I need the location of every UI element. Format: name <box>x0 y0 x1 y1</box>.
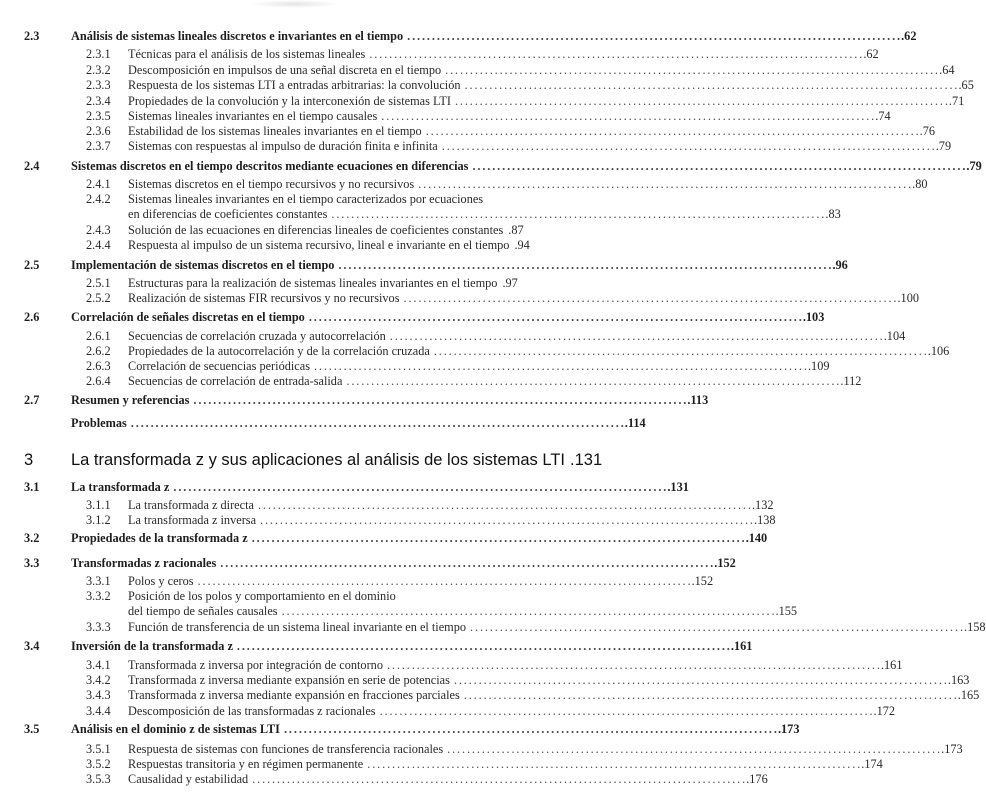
entry-title: La transformada z y sus aplicaciones al análisis de los sistemas LTI <box>71 451 566 469</box>
dot-leader <box>331 207 824 222</box>
toc-section <box>0 531 768 546</box>
entry-body <box>71 258 848 273</box>
entry-number: 3.4 <box>24 639 40 653</box>
toc-entry-continuation <box>0 604 798 619</box>
entry-title: Inversión de la transformada z <box>71 639 233 653</box>
entry-number: 3.5.2 <box>86 757 111 771</box>
entry-body <box>128 329 906 344</box>
toc-subsection <box>0 673 970 688</box>
entry-body <box>128 63 955 78</box>
toc-subsection <box>0 574 714 589</box>
dot-leader <box>447 742 940 757</box>
entry-title: Resumen y referencias <box>71 393 190 407</box>
entry-title: Sistemas lineales invariantes en el tiempo causales <box>128 109 378 123</box>
entry-body <box>128 78 974 93</box>
entry-number: 2.7 <box>24 393 40 407</box>
entry-number: 3.1.2 <box>86 513 111 527</box>
entry-title: del tiempo de señales causales <box>128 604 278 618</box>
entry-body <box>128 658 903 673</box>
entry-body <box>71 450 603 470</box>
entry-number: 2.6.4 <box>86 374 111 388</box>
toc-subsection <box>0 498 774 513</box>
dot-leader <box>454 673 947 688</box>
page-number: .132 <box>751 498 774 512</box>
entry-number: 2.3.2 <box>86 63 111 77</box>
entry-title: Propiedades de la transformada z <box>71 531 248 545</box>
entry-title: Análisis en el dominio z de sistemas LTI <box>71 722 280 736</box>
entry-title: La transformada z <box>71 480 170 494</box>
entry-body <box>128 344 950 359</box>
page-number: .79 <box>966 159 982 173</box>
toc-subsection <box>0 772 768 787</box>
dot-leader <box>387 658 880 673</box>
entry-title: Realización de sistemas FIR recursivos y no recursivos <box>128 291 400 305</box>
toc-subsection <box>0 359 830 374</box>
toc-subsection <box>0 47 879 62</box>
entry-title: Respuesta de los sistemas LTI a entradas arbitrarias: la convolución <box>128 78 461 92</box>
entry-number: 2.3.1 <box>86 47 111 61</box>
entry-number: 2.5 <box>24 258 40 272</box>
entry-body <box>71 159 982 174</box>
dot-leader <box>381 109 874 124</box>
dot-leader <box>282 604 775 619</box>
entry-number: 3.3.2 <box>86 589 111 603</box>
dot-leader <box>442 139 935 154</box>
entry-title: Correlación de señales discretas en el tiempo <box>71 310 305 324</box>
dot-leader <box>338 258 831 273</box>
dot-leader <box>404 291 897 306</box>
toc-subsection <box>0 109 891 124</box>
page-number: .106 <box>927 344 950 358</box>
entry-title: Propiedades de la autocorrelación y de la correlación cruzada <box>128 344 430 358</box>
entry-number: 2.6 <box>24 310 40 324</box>
page-number: .112 <box>840 374 862 388</box>
page-number: .138 <box>754 513 776 527</box>
entry-number: 2.4.3 <box>86 223 111 237</box>
page-number: .176 <box>746 772 768 786</box>
toc-subsection <box>0 177 928 192</box>
dot-leader <box>369 47 862 62</box>
entry-number: 2.4 <box>24 159 40 173</box>
entry-number: 3.5 <box>24 722 40 736</box>
toc-entry-continuation <box>0 207 841 222</box>
toc-section <box>0 639 753 654</box>
toc-subsection <box>0 688 980 703</box>
page-number: .94 <box>514 238 530 252</box>
toc-subsection <box>0 513 776 528</box>
entry-title: Propiedades de la convolución y la interconexión de sistemas LTI <box>128 94 451 108</box>
page-number: .113 <box>687 393 709 407</box>
dot-leader <box>470 620 963 635</box>
entry-number: 3.4.4 <box>86 704 111 718</box>
entry-number: 2.4.2 <box>86 192 111 206</box>
entry-number: 2.6.3 <box>86 359 111 373</box>
entry-title: Sistemas discretos en el tiempo descritos mediante ecuaciones en diferencias <box>71 159 469 173</box>
toc-subsection <box>0 374 862 389</box>
page-number: .71 <box>948 94 965 108</box>
entry-number: 2.6.2 <box>86 344 111 358</box>
page-number: .76 <box>919 124 936 138</box>
dot-leader <box>367 757 860 772</box>
entry-body <box>128 177 928 192</box>
entry-title: Función de transferencia de un sistema lineal invariante en el tiempo <box>128 620 467 634</box>
page-number: .62 <box>863 47 879 61</box>
entry-number: 3.2 <box>24 531 40 545</box>
entry-number: 3.3.1 <box>86 574 111 588</box>
entry-body <box>128 772 768 787</box>
page-number: .97 <box>502 276 518 290</box>
page-number: .96 <box>832 258 848 272</box>
toc-subsection <box>0 291 920 306</box>
page-number: .152 <box>691 574 714 588</box>
entry-title: Análisis de sistemas lineales discretos e invariantes en el tiempo <box>71 29 404 43</box>
dot-leader <box>314 359 807 374</box>
entry-number: 3.3 <box>24 556 40 570</box>
entry-body <box>71 639 753 654</box>
dot-leader <box>237 639 730 654</box>
entry-title: Solución de las ecuaciones en diferencias lineales de coeficientes constantes <box>128 223 504 237</box>
page-number: .173 <box>941 742 963 756</box>
entry-body <box>128 757 883 772</box>
page-number: .64 <box>939 63 955 77</box>
dot-leader <box>445 63 938 78</box>
dot-leader <box>434 344 927 359</box>
toc-section <box>0 159 982 174</box>
entry-body <box>128 704 896 719</box>
entry-title: Causalidad y estabilidad <box>128 772 249 786</box>
entry-body <box>128 673 970 688</box>
entry-title: La transformada z directa <box>128 498 254 512</box>
dot-leader <box>173 480 666 495</box>
page-number: .161 <box>880 658 903 672</box>
page-number: .80 <box>912 177 928 191</box>
toc-subsection <box>0 658 903 673</box>
entry-title: Estructuras para la realización de sistemas lineales invariantes en el tiempo <box>128 276 498 290</box>
entry-title: Descomposición de las transformadas z racionales <box>128 704 376 718</box>
dot-leader <box>380 704 873 719</box>
entry-body <box>71 531 768 546</box>
dot-leader <box>390 329 883 344</box>
dot-leader <box>426 124 919 139</box>
entry-body <box>128 276 518 291</box>
entry-body <box>128 574 714 589</box>
page-number: .103 <box>802 310 825 324</box>
entry-body <box>128 498 774 513</box>
toc-section <box>0 722 800 737</box>
entry-title: Sistemas lineales invariantes en el tiempo caracterizados por ecuaciones <box>128 192 484 206</box>
entry-number: 2.4.1 <box>86 177 111 191</box>
entry-body <box>128 291 920 306</box>
toc-subsection <box>0 78 974 93</box>
entry-number: 3.5.1 <box>86 742 111 756</box>
entry-title: Respuesta de sistemas con funciones de transferencia racionales <box>128 742 444 756</box>
entry-title: Secuencias de correlación de entrada-salida <box>128 374 343 388</box>
toc-subsection <box>0 620 986 635</box>
toc-subsection <box>0 63 955 78</box>
entry-title: Respuesta al impulso de un sistema recursivo, lineal e invariante en el tiempo <box>128 238 510 252</box>
toc-chapter <box>0 450 603 470</box>
toc-section <box>0 556 736 571</box>
page-number: .161 <box>730 639 753 653</box>
entry-number: 3.4.1 <box>86 658 111 672</box>
dot-leader <box>258 498 751 513</box>
entry-body <box>128 589 506 604</box>
entry-body <box>128 207 841 222</box>
entry-title: Estabilidad de los sistemas lineales invariantes en el tiempo <box>128 124 422 138</box>
page-number: .104 <box>883 329 906 343</box>
page-number: .163 <box>947 673 970 687</box>
entry-body <box>71 480 689 495</box>
entry-body <box>71 29 917 44</box>
entry-body <box>128 688 980 703</box>
toc-subsection <box>0 223 524 238</box>
entry-title: La transformada z inversa <box>128 513 257 527</box>
entry-body <box>71 393 709 408</box>
entry-body <box>71 556 736 571</box>
page-number: .131 <box>667 480 689 494</box>
entry-title: Transformada z inversa mediante expansión en fracciones parciales <box>128 688 460 702</box>
entry-body <box>71 310 825 325</box>
toc-subsection <box>0 124 936 139</box>
entry-number: 3.1 <box>24 480 40 494</box>
dot-leader <box>198 574 691 589</box>
entry-body <box>128 223 524 238</box>
toc-section <box>0 258 848 273</box>
page-number: .174 <box>861 757 883 771</box>
page-number: .172 <box>873 704 896 718</box>
toc-subsection <box>0 192 506 207</box>
entry-body <box>71 722 800 737</box>
page-number: .155 <box>775 604 798 618</box>
toc-subsection <box>0 704 896 719</box>
entry-number: 2.3.4 <box>86 94 111 108</box>
page-number: .152 <box>714 556 736 570</box>
entry-title: Problemas <box>71 416 127 430</box>
dot-leader <box>455 94 948 109</box>
dot-leader <box>418 177 911 192</box>
toc-section <box>0 480 689 495</box>
dot-leader <box>252 772 745 787</box>
entry-number: 2.5.1 <box>86 276 111 290</box>
entry-body <box>128 604 798 619</box>
dot-leader <box>309 310 802 325</box>
entry-body <box>128 359 830 374</box>
entry-title: Implementación de sistemas discretos en el tiempo <box>71 258 335 272</box>
entry-body <box>128 238 530 253</box>
entry-title: Transformadas z racionales <box>71 556 217 570</box>
page-number: .140 <box>745 531 768 545</box>
entry-number: 2.3.7 <box>86 139 111 153</box>
entry-body <box>128 47 879 62</box>
entry-title: Respuestas transitoria y en régimen permanente <box>128 757 364 771</box>
entry-body <box>71 416 646 431</box>
entry-number: 2.3.5 <box>86 109 111 123</box>
entry-number: 2.6.1 <box>86 329 111 343</box>
toc-subsection <box>0 344 950 359</box>
page-number: .83 <box>825 207 841 221</box>
dot-leader <box>131 416 624 431</box>
entry-title: Transformada z inversa mediante expansión en serie de potencias <box>128 673 450 687</box>
entry-number: 2.3 <box>24 29 40 43</box>
toc-subsection <box>0 757 883 772</box>
dot-leader <box>465 78 958 93</box>
page-number: .62 <box>901 29 917 43</box>
entry-title: Secuencias de correlación cruzada y autocorrelación <box>128 329 386 343</box>
toc-section <box>0 416 646 431</box>
entry-body <box>128 139 952 154</box>
dot-leader <box>464 688 957 703</box>
dot-leader <box>284 722 777 737</box>
entry-body <box>128 374 862 389</box>
toc-subsection <box>0 329 906 344</box>
entry-title: Técnicas para el análisis de los sistemas lineales <box>128 47 366 61</box>
entry-number: 2.4.4 <box>86 238 111 252</box>
entry-title: en diferencias de coeficientes constantes <box>128 207 328 221</box>
entry-body <box>128 94 965 109</box>
toc-subsection <box>0 94 965 109</box>
entry-number: 3.4.3 <box>86 688 111 702</box>
entry-number: 3.4.2 <box>86 673 111 687</box>
toc-subsection <box>0 139 952 154</box>
page-number: .131 <box>570 451 603 469</box>
page-number: .79 <box>935 139 952 153</box>
entry-title: Sistemas discretos en el tiempo recursivos y no recursivos <box>128 177 415 191</box>
dot-leader <box>407 29 900 44</box>
page-number: .114 <box>624 416 646 430</box>
dot-leader <box>472 159 965 174</box>
entry-number: 3.5.3 <box>86 772 111 786</box>
scan-smudge <box>250 0 340 8</box>
entry-title: Polos y ceros <box>128 574 194 588</box>
entry-body <box>128 124 936 139</box>
page-number: .158 <box>964 620 986 634</box>
page-number: .109 <box>807 359 830 373</box>
dot-leader <box>260 513 753 528</box>
page-number: .173 <box>777 722 800 736</box>
toc-section <box>0 393 709 408</box>
entry-title: Descomposición en impulsos de una señal discreta en el tiempo <box>128 63 442 77</box>
page-number: .100 <box>897 291 920 305</box>
entry-title: Sistemas con respuestas al impulso de duración finita e infinita <box>128 139 438 153</box>
dot-leader <box>193 393 686 408</box>
toc-subsection <box>0 276 518 291</box>
toc-section <box>0 29 917 44</box>
page-number: .74 <box>875 109 891 123</box>
page-number: .165 <box>957 688 980 702</box>
entry-title: Posición de los polos y comportamiento en el dominio <box>128 589 396 603</box>
entry-body <box>128 620 986 635</box>
entry-number: 2.3.3 <box>86 78 111 92</box>
toc-subsection <box>0 742 963 757</box>
entry-body <box>128 513 776 528</box>
toc-subsection <box>0 589 506 604</box>
toc-subsection <box>0 238 530 253</box>
toc-section <box>0 310 825 325</box>
entry-body <box>128 109 891 124</box>
entry-number: 3.1.1 <box>86 498 111 512</box>
entry-number: 2.3.6 <box>86 124 111 138</box>
entry-number: 2.5.2 <box>86 291 111 305</box>
page-number: .65 <box>958 78 974 92</box>
entry-body <box>128 192 506 207</box>
entry-body <box>128 742 963 757</box>
dot-leader <box>252 531 745 546</box>
page-number: .87 <box>508 223 524 237</box>
entry-number: 3 <box>24 451 34 469</box>
entry-title: Transformada z inversa por integración de contorno <box>128 658 383 672</box>
dot-leader <box>346 374 839 389</box>
entry-number: 3.3.3 <box>86 620 111 634</box>
entry-title: Correlación de secuencias periódicas <box>128 359 310 373</box>
dot-leader <box>220 556 713 571</box>
